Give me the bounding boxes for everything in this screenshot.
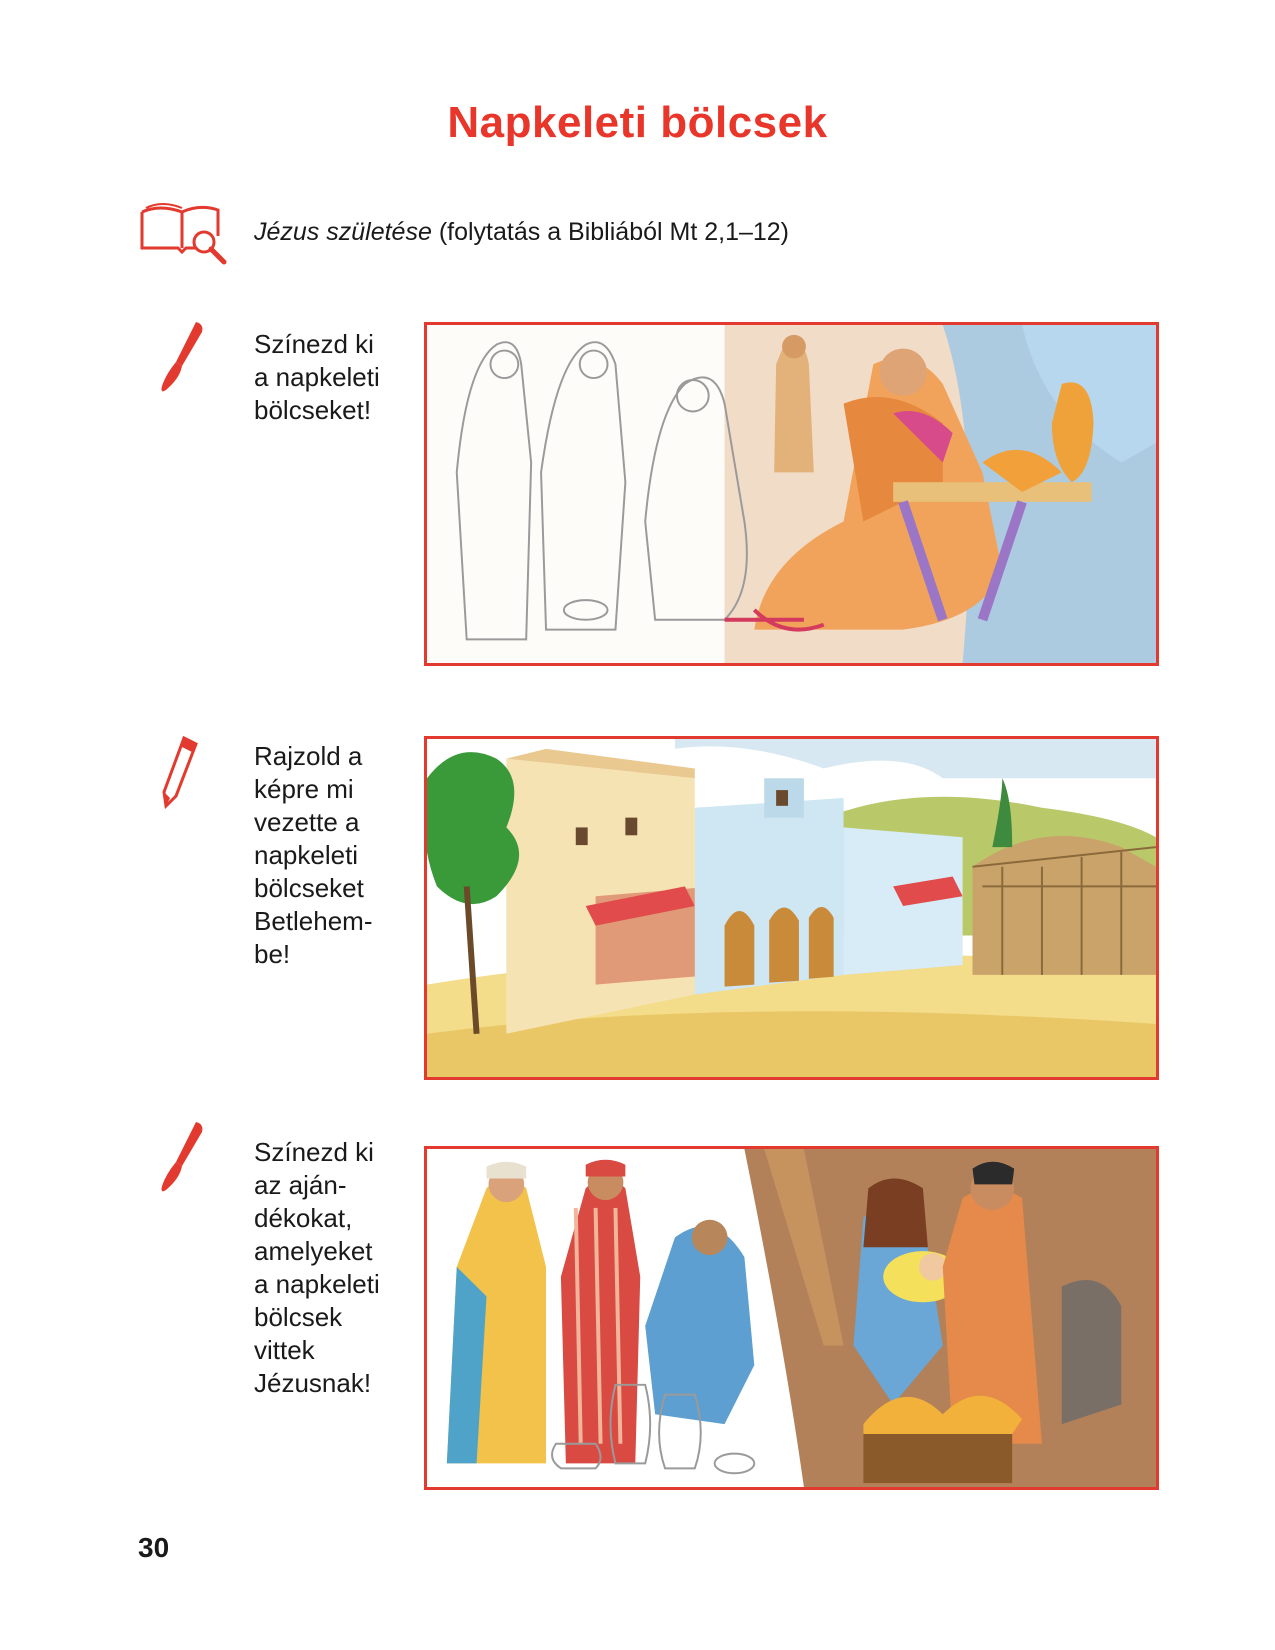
page-number: 30: [138, 1532, 170, 1563]
instruction-line: dékokat,: [254, 1203, 353, 1233]
wise-men-before-king-illustration: [424, 322, 1159, 666]
instruction-line: napkeleti: [254, 840, 359, 870]
instruction-line: Jézusnak!: [254, 1368, 372, 1398]
wise-men-with-holy-family-illustration: [424, 1146, 1159, 1490]
instruction-line: Betlehem-: [254, 906, 373, 936]
paintbrush-icon: [152, 318, 212, 398]
instruction-line: bölcsek: [254, 1302, 343, 1332]
instruction-line: bölcseket!: [254, 395, 372, 425]
instruction-1: [254, 328, 404, 427]
instruction-line: az aján-: [254, 1170, 347, 1200]
instruction-line: bölcseket: [254, 873, 364, 903]
pencil-icon: [154, 732, 214, 812]
instruction-line: Színezd ki: [254, 1137, 374, 1167]
instruction-line: a napkeleti: [254, 362, 380, 392]
instruction-line: vezette a: [254, 807, 360, 837]
reference-source: (folytatás a Bibliából Mt 2,1–12): [431, 218, 790, 246]
instruction-2: [254, 740, 404, 971]
instruction-line: amelyeket: [254, 1236, 373, 1266]
page-title: Napkeleti bölcsek: [447, 98, 828, 147]
instruction-line: képre mi: [254, 774, 354, 804]
bethlehem-street-illustration: [424, 736, 1159, 1080]
instruction-3: [254, 1136, 404, 1400]
paintbrush-icon: [152, 1118, 212, 1198]
book-magnifier-icon: [138, 198, 230, 270]
instruction-line: Rajzold a: [254, 741, 363, 771]
instruction-line: vittek: [254, 1335, 315, 1365]
instruction-line: a napkeleti: [254, 1269, 380, 1299]
reference-title: Jézus születése: [254, 218, 432, 246]
instruction-line: Színezd ki: [254, 329, 374, 359]
instruction-line: be!: [254, 939, 291, 969]
reference-text: [254, 218, 789, 247]
